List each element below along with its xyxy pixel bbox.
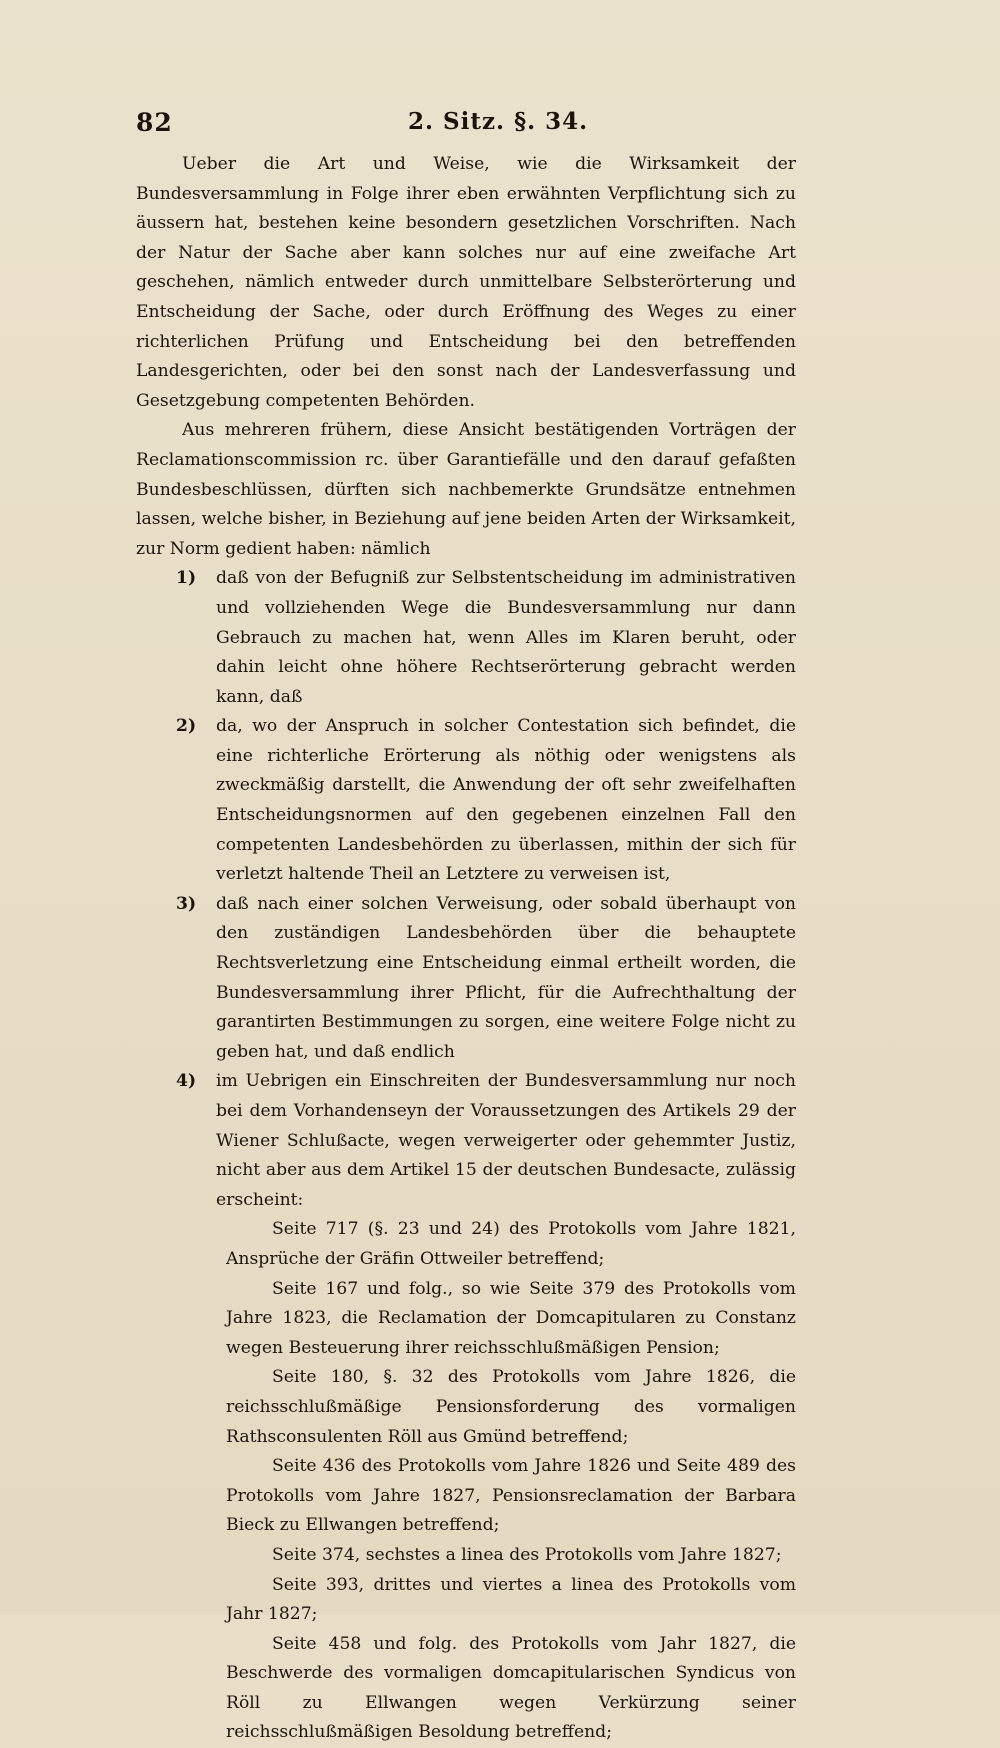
reference-entry: Seite 458 und folg. des Protokolls vom Jahr 1827, die Beschwerde des vormaligen domcapitularischen Syndicus von Röll zu Ellwangen wegen Verkürzung seiner reichsschlußmäßigen Besoldung betreffend; [226, 1633, 796, 1743]
reference-entry: Seite 393, drittes und viertes a linea des Protokolls vom Jahr 1827; [226, 1574, 796, 1625]
list-item [136, 564, 796, 712]
protocol-references [136, 1215, 796, 1748]
page-number: 82 [136, 108, 173, 137]
page-header [136, 108, 796, 148]
principles-list [136, 564, 796, 1215]
item-number: 1) [176, 568, 197, 589]
list-item [136, 890, 796, 1068]
reference-entry: Seite 180, §. 32 des Protokolls vom Jahre 1826, die reichsschlußmäßige Pensionsforderung des vormaligen Rathsconsulenten Röll aus Gmünd betreffend; [226, 1367, 796, 1447]
list-item [136, 1067, 796, 1215]
item-text: da, wo der Anspruch in solcher Contestation sich befindet, die eine richterliche Erörterung als nöthig oder wenigstens als zweckmäßig darstellt, die Anwendung der oft sehr zweifelhaften Entscheidungsnormen auf den gegebenen einzelnen Fall den competenten Landesbehörden zu überlassen, mithin der sich für verletzt haltende Theil an Letztere zu verweisen ist, [216, 716, 796, 885]
item-number: 4) [176, 1071, 197, 1092]
paragraph-intro: Ueber die Art und Weise, wie die Wirksamkeit der Bundesversammlung in Folge ihrer eben erwähnten Verpflichtung sich zu äussern hat, bestehen keine besondern gesetzlichen Vorschriften. Nach der Natur der Sache aber kann solches nur auf eine zweifache Art geschehen, nämlich entweder durch unmittelbare Selbsterörterung und Entscheidung der Sache, oder durch Eröffnung des Weges zu einer richterlichen Prüfung und Entscheidung bei den betreffenden Landesgerichten, oder bei den sonst nach der Landesverfassung und Gesetzgebung competenten Behörden. [136, 154, 796, 411]
item-text: im Uebrigen ein Einschreiten der Bundesversammlung nur noch bei dem Vorhandenseyn der Voraussetzungen des Artikels 29 der Wiener Schlußacte, wegen verweigerter oder gehemmter Justiz, nicht aber aus dem Artikel 15 der deutschen Bundesacte, zulässig erscheint: [216, 1071, 796, 1210]
item-text: daß von der Befugniß zur Selbstentscheidung im administrativen und vollziehenden Wege die Bundesversammlung nur dann Gebrauch zu machen hat, wenn Alles im Klaren beruht, oder dahin leicht ohne höhere Rechtserörterung gebracht werden kann, daß [216, 568, 796, 707]
reference-entry: Seite 436 des Protokolls vom Jahre 1826 und Seite 489 des Protokolls vom Jahre 1827, Pensionsreclamation der Barbara Bieck zu Ellwangen betreffend; [226, 1456, 796, 1536]
item-number: 3) [176, 893, 197, 914]
list-item [136, 712, 796, 890]
reference-entry: Seite 167 und folg., so wie Seite 379 des Protokolls vom Jahre 1823, die Reclamation der Domcapitularen zu Constanz wegen Besteuerung ihrer reichsschlußmäßigen Pension; [226, 1278, 796, 1358]
page-body [136, 150, 796, 1748]
running-head: 2. Sitz. §. 34. [408, 108, 589, 135]
paragraph-principles: Aus mehreren frühern, diese Ansicht bestätigenden Vorträgen der Reclamationscommission rc. über Garantiefälle und den darauf gefaßten Bundesbeschlüssen, dürften sich nachbemerkte Grundsätze entnehmen lassen, welche bisher, in Beziehung auf jene beiden Arten der Wirksamkeit, zur Norm gedient haben: nämlich [136, 420, 796, 559]
item-number: 2) [176, 716, 197, 737]
reference-entry: Seite 374, sechstes a linea des Protokolls vom Jahre 1827; [272, 1544, 782, 1565]
reference-entry: Seite 717 (§. 23 und 24) des Protokolls vom Jahre 1821, Ansprüche der Gräfin Ottweiler betreffend; [226, 1219, 796, 1269]
item-text: daß nach einer solchen Verweisung, oder sobald überhaupt von den zuständigen Landesbehörden über die behauptete Rechtsverletzung eine Entscheidung einmal ertheilt worden, die Bundesversammlung ihrer Pflicht, für die Aufrechthaltung der garantirten Bestimmungen zu sorgen, eine weitere Folge nicht zu geben hat, und daß endlich [216, 893, 796, 1062]
